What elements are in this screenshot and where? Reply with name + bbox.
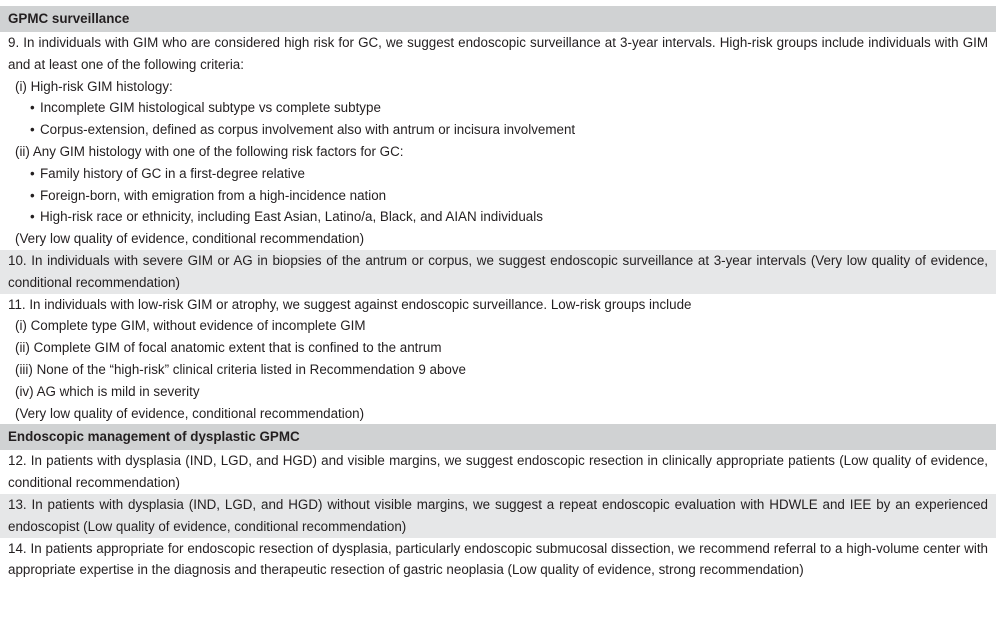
bullet-marker: • bbox=[30, 122, 35, 138]
line-text: 13. In patients with dysplasia (IND, LGD, and HGD) without visible margins, we suggest a repeat endoscopic evaluation with HDWLE and IEE by an experienced endoscopist (Low quality of evidence, conditional recommendation) bbox=[8, 496, 988, 534]
bullet-item bbox=[8, 185, 988, 207]
line-text: (i) Complete type GIM, without evidence of incomplete GIM bbox=[15, 318, 366, 334]
line-text: Corpus-extension, defined as corpus involvement also with antrum or incisura involvement bbox=[40, 122, 576, 138]
recommendation-line bbox=[8, 450, 988, 494]
recommendation-row bbox=[0, 538, 996, 582]
recommendation-line bbox=[8, 228, 988, 250]
line-text: (ii) Complete GIM of focal anatomic extent that is confined to the antrum bbox=[15, 340, 442, 356]
recommendation-row bbox=[0, 32, 996, 250]
section-heading: GPMC surveillance bbox=[0, 6, 996, 32]
recommendation-line bbox=[8, 294, 988, 316]
line-text: 11. In individuals with low-risk GIM or atrophy, we suggest against endoscopic surveillance. Low-risk groups include bbox=[8, 296, 692, 312]
line-text: Foreign-born, with emigration from a high-incidence nation bbox=[40, 187, 387, 203]
bullet-marker: • bbox=[30, 187, 35, 203]
recommendation-line bbox=[8, 32, 988, 76]
bullet-item bbox=[8, 119, 988, 141]
recommendation-line bbox=[8, 337, 988, 359]
bullet-item bbox=[8, 206, 988, 228]
recommendation-row bbox=[0, 250, 996, 294]
recommendation-line bbox=[8, 494, 988, 538]
line-text: Family history of GC in a first-degree relative bbox=[40, 165, 305, 181]
line-text: Incomplete GIM histological subtype vs complete subtype bbox=[40, 100, 381, 116]
line-text: 14. In patients appropriate for endoscopic resection of dysplasia, particularly endoscopic submucosal dissection, we recommend referral to a high-volume center with appropriate expertise in the diagnosis and therapeutic resection of gastric neoplasia (Low quality of evidence, strong recommendation) bbox=[8, 540, 988, 578]
line-text: 12. In patients with dysplasia (IND, LGD, and HGD) and visible margins, we suggest endoscopic resection in clinically appropriate patients (Low quality of evidence, conditional recommendation) bbox=[8, 453, 988, 491]
recommendation-line bbox=[8, 250, 988, 294]
section-heading: Endoscopic management of dysplastic GPMC bbox=[0, 424, 996, 450]
bullet-marker: • bbox=[30, 209, 35, 225]
recommendation-line bbox=[8, 315, 988, 337]
line-text: (iii) None of the “high-risk” clinical criteria listed in Recommendation 9 above bbox=[15, 361, 467, 377]
recommendation-line bbox=[8, 359, 988, 381]
line-text: (Very low quality of evidence, conditional recommendation) bbox=[15, 405, 365, 421]
line-text: 10. In individuals with severe GIM or AG in biopsies of the antrum or corpus, we suggest endoscopic surveillance at 3-year intervals (Very low quality of evidence, conditional recommendation) bbox=[8, 252, 988, 290]
recommendation-line bbox=[8, 403, 988, 425]
line-text: High-risk race or ethnicity, including East Asian, Latino/a, Black, and AIAN individuals bbox=[40, 209, 543, 225]
recommendation-row bbox=[0, 294, 996, 425]
line-text: (ii) Any GIM histology with one of the following risk factors for GC: bbox=[15, 143, 404, 159]
bullet-item bbox=[8, 163, 988, 185]
line-text: 9. In individuals with GIM who are considered high risk for GC, we suggest endoscopic surveillance at 3-year intervals. High-risk groups include individuals with GIM and at least one of the following criteria: bbox=[8, 35, 988, 72]
line-text: (iv) AG which is mild in severity bbox=[15, 383, 200, 399]
line-text: (Very low quality of evidence, conditional recommendation) bbox=[15, 231, 365, 247]
line-text: (i) High-risk GIM histology: bbox=[15, 78, 173, 94]
recommendation-line bbox=[8, 538, 988, 582]
bullet-item bbox=[8, 97, 988, 119]
bullet-marker: • bbox=[30, 100, 35, 116]
recommendation-row bbox=[0, 494, 996, 538]
recommendation-line bbox=[8, 76, 988, 98]
bullet-marker: • bbox=[30, 165, 35, 181]
recommendation-line bbox=[8, 381, 988, 403]
recommendation-row bbox=[0, 450, 996, 494]
recommendation-line bbox=[8, 141, 988, 163]
